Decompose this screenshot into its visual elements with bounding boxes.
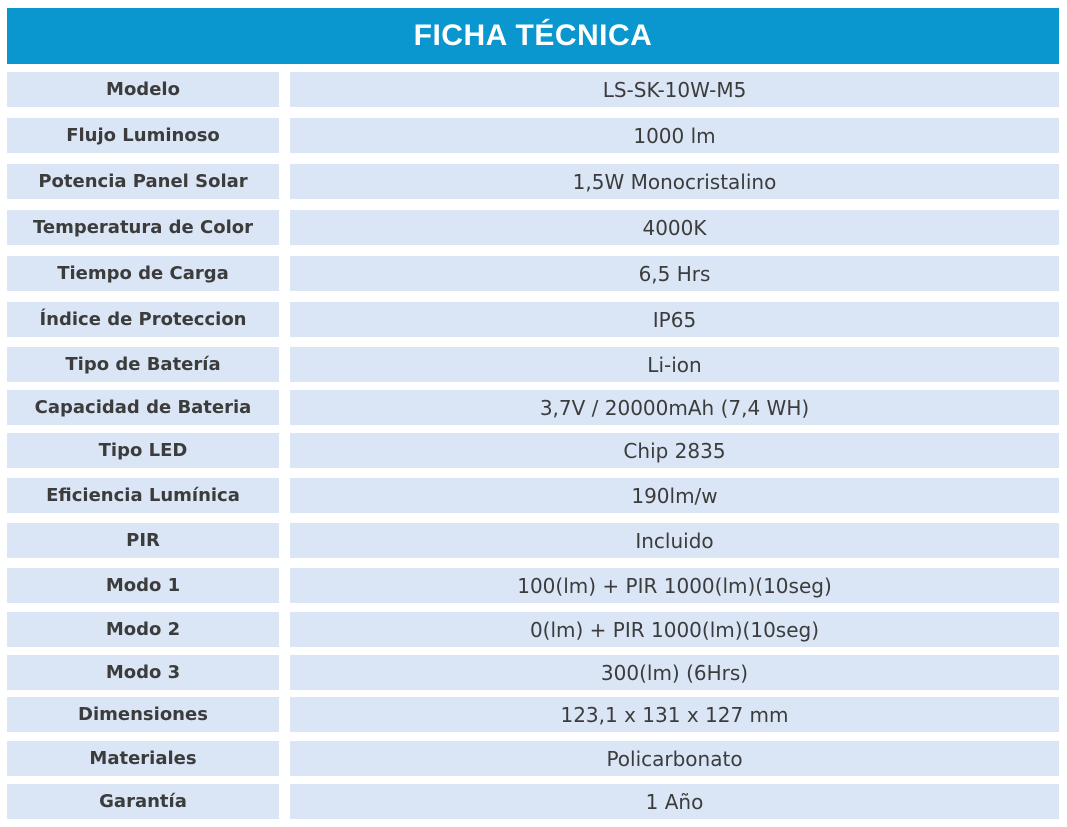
spec-label: Eficiencia Lumínica: [7, 478, 279, 513]
spec-label: Modo 1: [7, 568, 279, 603]
spec-row-garantia: [7, 784, 1059, 819]
spec-value: 1,5W Monocristalino: [290, 164, 1059, 199]
spec-row-potencia-panel-solar: [7, 164, 1059, 199]
spec-row-indice-de-proteccion: [7, 302, 1059, 337]
spec-row-dimensiones: [7, 697, 1059, 732]
spec-value: LS-SK-10W-M5: [290, 72, 1059, 107]
spec-label: Materiales: [7, 741, 279, 776]
spec-row-modo-2: [7, 612, 1059, 647]
spec-value: 100(lm) + PIR 1000(lm)(10seg): [290, 568, 1059, 603]
spec-label: Modo 2: [7, 612, 279, 647]
spec-row-temperatura-de-color: [7, 210, 1059, 245]
spec-label: Índice de Proteccion: [7, 302, 279, 337]
spec-row-tipo-led: [7, 433, 1059, 468]
spec-value: Policarbonato: [290, 741, 1059, 776]
spec-value: 0(lm) + PIR 1000(lm)(10seg): [290, 612, 1059, 647]
spec-value: 123,1 x 131 x 127 mm: [290, 697, 1059, 732]
spec-label: Modo 3: [7, 655, 279, 690]
spec-value: IP65: [290, 302, 1059, 337]
spec-value: 190lm/w: [290, 478, 1059, 513]
spec-row-flujo-luminoso: [7, 118, 1059, 153]
spec-value: Chip 2835: [290, 433, 1059, 468]
spec-label: Flujo Luminoso: [7, 118, 279, 153]
spec-label: PIR: [7, 523, 279, 558]
spec-value: 1000 lm: [290, 118, 1059, 153]
spec-label: Tipo LED: [7, 433, 279, 468]
spec-label: Potencia Panel Solar: [7, 164, 279, 199]
spec-row-capacidad-de-bateria: [7, 390, 1059, 425]
spec-label: Garantía: [7, 784, 279, 819]
page-title: FICHA TÉCNICA: [7, 8, 1059, 64]
spec-label: Capacidad de Bateria: [7, 390, 279, 425]
spec-row-modo-3: [7, 655, 1059, 690]
spec-row-tipo-de-bateria: [7, 347, 1059, 382]
spec-row-modo-1: [7, 568, 1059, 603]
spec-value: Li-ion: [290, 347, 1059, 382]
spec-label: Temperatura de Color: [7, 210, 279, 245]
spec-value: 300(lm) (6Hrs): [290, 655, 1059, 690]
spec-row-modelo: [7, 72, 1059, 107]
spec-row-materiales: [7, 741, 1059, 776]
spec-value: 4000K: [290, 210, 1059, 245]
spec-value: 1 Año: [290, 784, 1059, 819]
spec-label: Tiempo de Carga: [7, 256, 279, 291]
spec-row-pir: [7, 523, 1059, 558]
spec-label: Dimensiones: [7, 697, 279, 732]
spec-value: Incluido: [290, 523, 1059, 558]
spec-label: Tipo de Batería: [7, 347, 279, 382]
spec-label: Modelo: [7, 72, 279, 107]
spec-row-tiempo-de-carga: [7, 256, 1059, 291]
spec-value: 3,7V / 20000mAh (7,4 WH): [290, 390, 1059, 425]
spec-value: 6,5 Hrs: [290, 256, 1059, 291]
spec-row-eficiencia-luminica: [7, 478, 1059, 513]
